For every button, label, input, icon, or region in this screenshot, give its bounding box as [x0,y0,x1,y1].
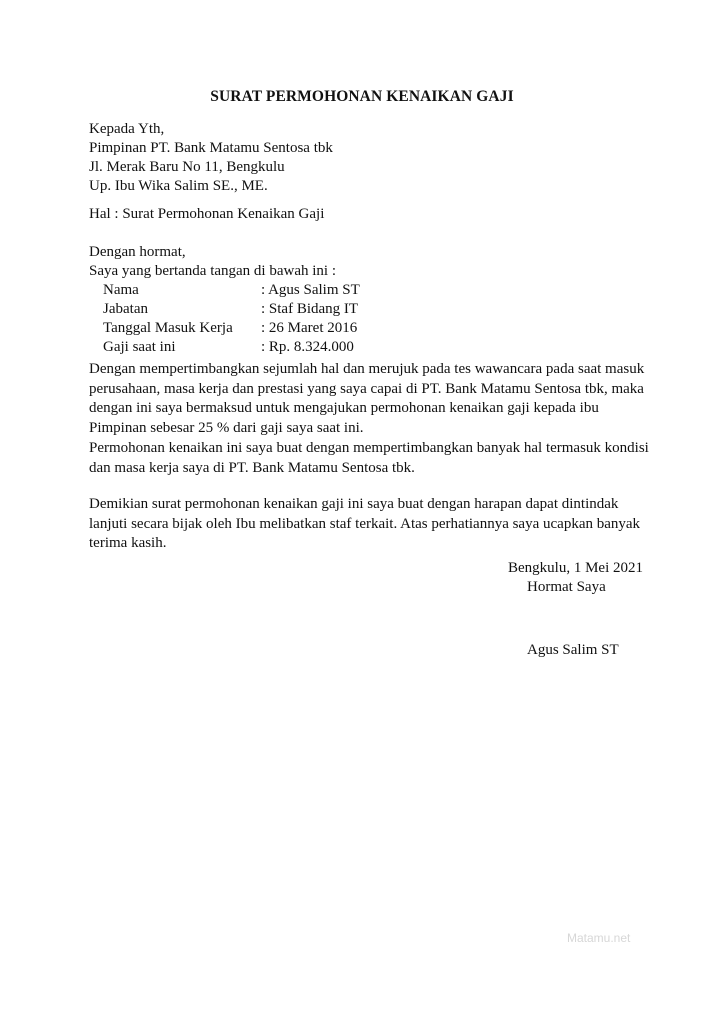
body-paragraph: Permohonan kenaikan ini saya buat dengan mempertimbangkan banyak hal termasuk kondisi dan masa kerja saya di PT. Bank Matamu Sentosa tbk. [89,440,649,476]
recipient-line: Jl. Merak Baru No 11, Bengkulu [89,159,285,175]
opening-block [89,243,336,281]
detail-value: : 26 Maret 2016 [261,320,358,336]
details-table [89,281,489,357]
detail-label: Tanggal Masuk Kerja [103,320,233,336]
closing: Hormat Saya [527,579,606,595]
recipient-line: Up. Ibu Wika Salim SE., ME. [89,178,268,194]
letter-title: SURAT PERMOHONAN KENAIKAN GAJI [210,88,514,105]
detail-value: : Agus Salim ST [261,282,360,298]
recipient-line: Pimpinan PT. Bank Matamu Sentosa tbk [89,140,333,156]
detail-row [89,300,489,319]
subject-text: Hal : Surat Permohonan Kenaikan Gaji [89,206,325,222]
detail-row [89,319,489,338]
body-paragraph: Dengan mempertimbangkan sejumlah hal dan merujuk pada tes wawancara pada saat masuk perusahaan, masa kerja dan prestasi yang saya capai di PT. Bank Matamu Sentosa tbk, maka dengan ini saya bermaksud untuk mengajukan permohonan kenaikan gaji kepada ibu Pimpinan sebesar 25 % dari gaji saya saat ini. [89,361,645,436]
place-date: Bengkulu, 1 Mei 2021 [508,560,643,576]
detail-label: Nama [103,282,139,298]
signer-name: Agus Salim ST [527,642,619,658]
detail-label: Gaji saat ini [103,339,176,355]
detail-row [89,281,489,300]
detail-label: Jabatan [103,301,148,317]
watermark: Matamu.net [567,931,631,945]
body-paragraph: Demikian surat permohonan kenaikan gaji ini saya buat dengan harapan dapat dintindak lanjuti secara bijak oleh Ibu melibatkan staf terkait. Atas perhatiannya saya ucapkan banyak terima kasih. [89,496,641,551]
detail-value: : Staf Bidang IT [261,301,359,317]
recipient-line: Kepada Yth, [89,121,165,137]
recipient-block [89,120,333,196]
detail-value: : Rp. 8.324.000 [261,339,354,355]
subject-line [89,205,324,224]
intro-line: Saya yang bertanda tangan di bawah ini : [89,263,337,279]
detail-row [89,338,489,357]
greeting: Dengan hormat, [89,244,186,260]
